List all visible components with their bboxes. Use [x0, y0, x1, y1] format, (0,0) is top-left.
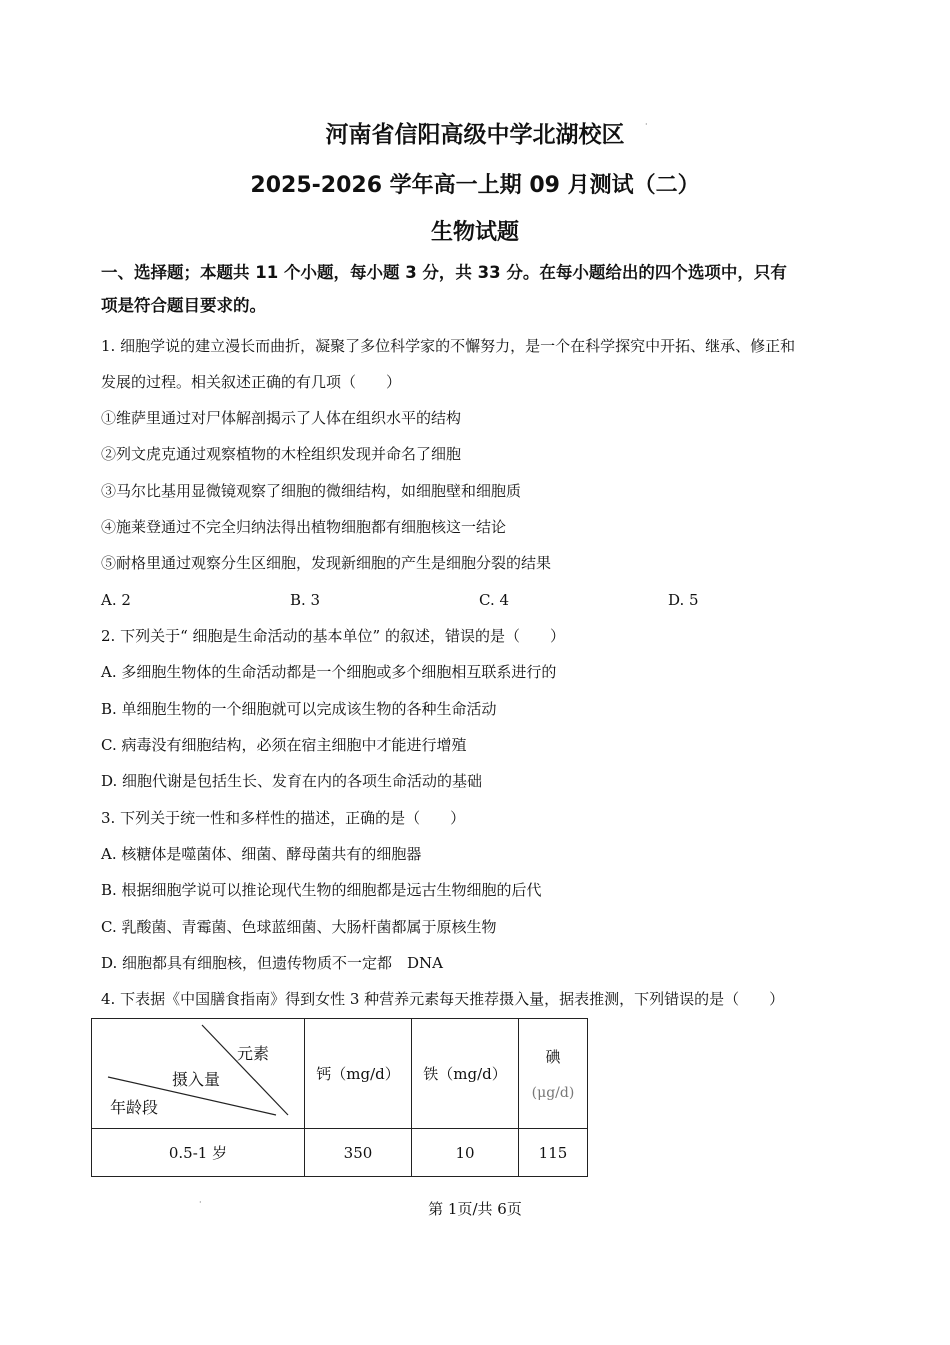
q1-option-d: D. 5 — [668, 591, 699, 609]
q1-stem-line1: 1. 细胞学说的建立漫长而曲折，凝聚了多位科学家的不懈努力，是一个在科学探究中开拓、继承、修正和 — [101, 337, 796, 355]
school-title: 河南省信阳高级中学北湖校区 — [325, 122, 625, 148]
table-row — [92, 1129, 588, 1177]
subject-title: 生物试题 — [430, 220, 519, 245]
exam-title: 2025-2026 学年高一上期 09 月测试（二） — [250, 173, 700, 198]
q1-item-4: ④施莱登通过不完全归纳法得出植物细胞都有细胞核这一结论 — [101, 518, 507, 536]
section-heading-line2: 项是符合题目要求的。 — [101, 296, 266, 315]
col-header-iodine — [519, 1019, 588, 1129]
q3-option-a: A. 核糖体是噬菌体、细菌、酵母菌共有的细胞器 — [101, 845, 422, 863]
table-corner-cell — [92, 1019, 305, 1129]
col-header-iodine-name: 碘 — [545, 1048, 561, 1066]
table-header-row — [92, 1019, 588, 1129]
q3-option-b: B. 根据细胞学说可以推论现代生物的细胞都是远古生物细胞的后代 — [101, 881, 542, 899]
q2-option-c: C. 病毒没有细胞结构，必须在宿主细胞中才能进行增殖 — [101, 736, 467, 754]
page-number: 第 1页/共 6页 — [428, 1200, 522, 1218]
corner-diagonal — [92, 1019, 304, 1128]
corner-label-element: 元素 — [237, 1044, 270, 1063]
scan-speck-2: · — [199, 1198, 202, 1207]
q1-item-3: ③马尔比基用显微镜观察了细胞的微细结构，如细胞壁和细胞质 — [101, 482, 522, 500]
q3-option-c: C. 乳酸菌、青霉菌、色球蓝细菌、大肠杆菌都属于原核生物 — [101, 918, 497, 936]
q1-option-b: B. 3 — [290, 591, 321, 609]
nutrient-table — [91, 1018, 588, 1177]
cell-iron: 10 — [412, 1129, 519, 1177]
corner-label-age: 年龄段 — [110, 1098, 159, 1117]
cell-calcium: 350 — [305, 1129, 412, 1177]
col-header-iron: 铁（mg/d） — [412, 1019, 519, 1129]
q3-stem: 3. 下列关于统一性和多样性的描述，正确的是（ ） — [101, 809, 466, 827]
q1-item-2: ②列文虎克通过观察植物的木栓组织发现并命名了细胞 — [101, 445, 462, 463]
cell-age: 0.5-1 岁 — [92, 1129, 305, 1177]
q4-stem: 4. 下表据《中国膳食指南》得到女性 3 种营养元素每天推荐摄入量，据表推测，下列错误的是（ ） — [101, 990, 785, 1008]
q1-item-5: ⑤耐格里通过观察分生区细胞，发现新细胞的产生是细胞分裂的结果 — [101, 554, 552, 572]
q1-stem-line2: 发展的过程。相关叙述正确的有几项（ ） — [101, 373, 402, 391]
q1-option-a: A. 2 — [101, 591, 131, 609]
q2-option-a: A. 多细胞生物体的生命活动都是一个细胞或多个细胞相互联系进行的 — [101, 663, 557, 681]
q2-stem: 2. 下列关于“ 细胞是生命活动的基本单位” 的叙述，错误的是（ ） — [101, 627, 565, 645]
col-header-iodine-unit: (μg/d) — [531, 1085, 575, 1101]
q1-option-c: C. 4 — [479, 591, 510, 609]
section-heading — [101, 256, 861, 322]
scan-speck: · — [645, 120, 648, 129]
q1-item-1: ①维萨里通过对尸体解剖揭示了人体在组织水平的结构 — [101, 409, 462, 427]
cell-iodine: 115 — [519, 1129, 588, 1177]
corner-label-intake: 摄入量 — [172, 1070, 221, 1089]
q3-option-d: D. 细胞都具有细胞核，但遗传物质不一定都 DNA — [101, 954, 444, 972]
section-heading-line1: 一、选择题；本题共 11 个小题，每小题 3 分，共 33 分。在每小题给出的四个选项中，只有 — [101, 263, 787, 282]
q2-option-d: D. 细胞代谢是包括生长、发育在内的各项生命活动的基础 — [101, 772, 483, 790]
col-header-calcium: 钙（mg/d） — [305, 1019, 412, 1129]
q2-option-b: B. 单细胞生物的一个细胞就可以完成该生物的各种生命活动 — [101, 700, 497, 718]
